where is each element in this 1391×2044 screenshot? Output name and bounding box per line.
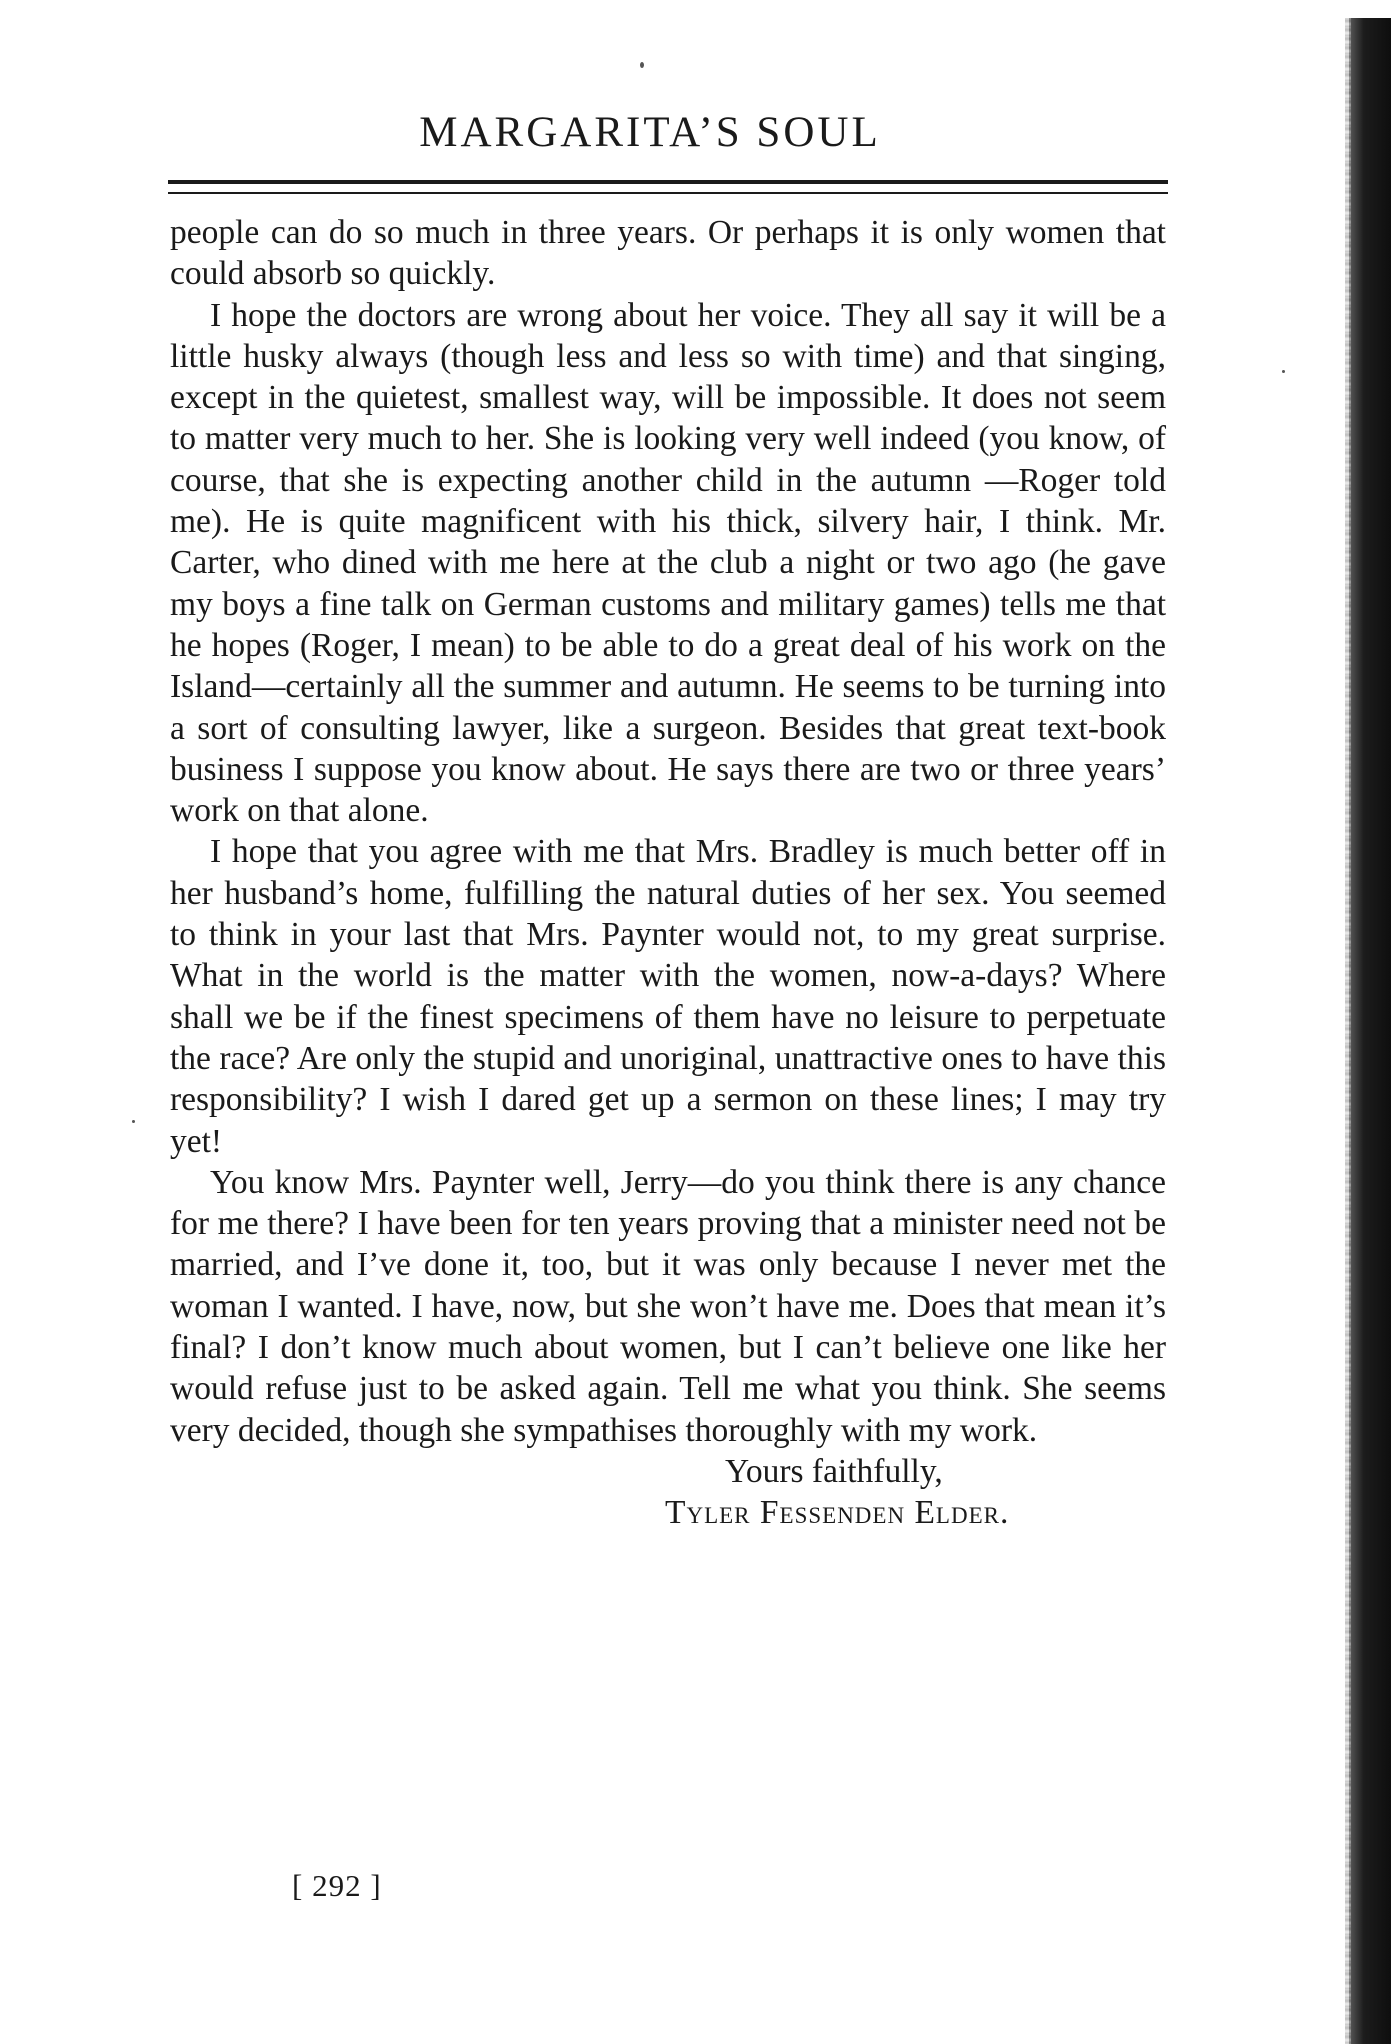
paragraph-doctors-voice: I hope the doctors are wrong about her voice. They all say it will be a little husky always (though less and less so with time) and that singing, except in the quietest, smallest way, will be impossible. It does not seem to matter very much to her. She is looking very well indeed (you know, of course, that she is expecting another child in the autumn —Roger told me). He is quite magnificent with his thick, silvery hair, I think. Mr. Carter, who dined with me here at the club a night or two ago (he gave my boys a fine talk on German customs and military games) tells me that he hopes (Roger, I mean) to be able to do a great deal of his work on the Island—certainly all the summer and autumn. He seems to be turning into a sort of consulting lawyer, like a surgeon. Besides that great text-book business I suppose you know about. He says there are two or three years’ work on that alone.	[170, 296, 1166, 830]
page-edge-fringe	[1345, 18, 1351, 2044]
paragraph-continued: people can do so much in three years. Or perhaps it is only women that could absorb so quickly.	[170, 214, 1166, 293]
running-head-title: MARGARITA’S SOUL	[419, 109, 881, 156]
scan-speck	[640, 62, 644, 68]
scan-speck	[132, 1120, 135, 1123]
letter-closing: Yours faithfully,	[725, 1452, 943, 1490]
page-number: [ 292 ]	[292, 1868, 382, 1903]
header-rule-thin	[168, 192, 1168, 194]
header-rule-thick	[168, 180, 1168, 184]
scan-speck	[1282, 370, 1285, 373]
paragraph-mrs-bradley: I hope that you agree with me that Mrs. Bradley is much better off in her husband’s home, fulfilling the natural duties of her sex. You seemed to think in your last that Mrs. Paynter would not, to my great surprise. What in the world is the matter with the women, now-a-days? Where shall we be if the finest specimens of them have no leisure to perpetuate the race? Are only the stupid and unoriginal, unattractive ones to have this responsibility? I wish I dared get up a sermon on these lines; I may try yet!	[170, 833, 1166, 1160]
letter-signature: Tyler Fessenden Elder.	[665, 1494, 1010, 1532]
paragraph-mrs-paynter: You know Mrs. Paynter well, Jerry—do you think there is any chance for me there? I have been for ten years proving that a minister need not be married, and I’ve done it, too, but it was only because I never met the woman I wanted. I have, now, but she won’t have me. Does that mean it’s final? I don’t know much about women, but I can’t believe one like her would refuse just to be asked again. Tell me what you think. She seems very decided, though she sympathises thoroughly with my work.	[170, 1163, 1166, 1449]
letter-body	[170, 212, 1166, 1534]
scanned-page-edge	[1349, 18, 1391, 2044]
